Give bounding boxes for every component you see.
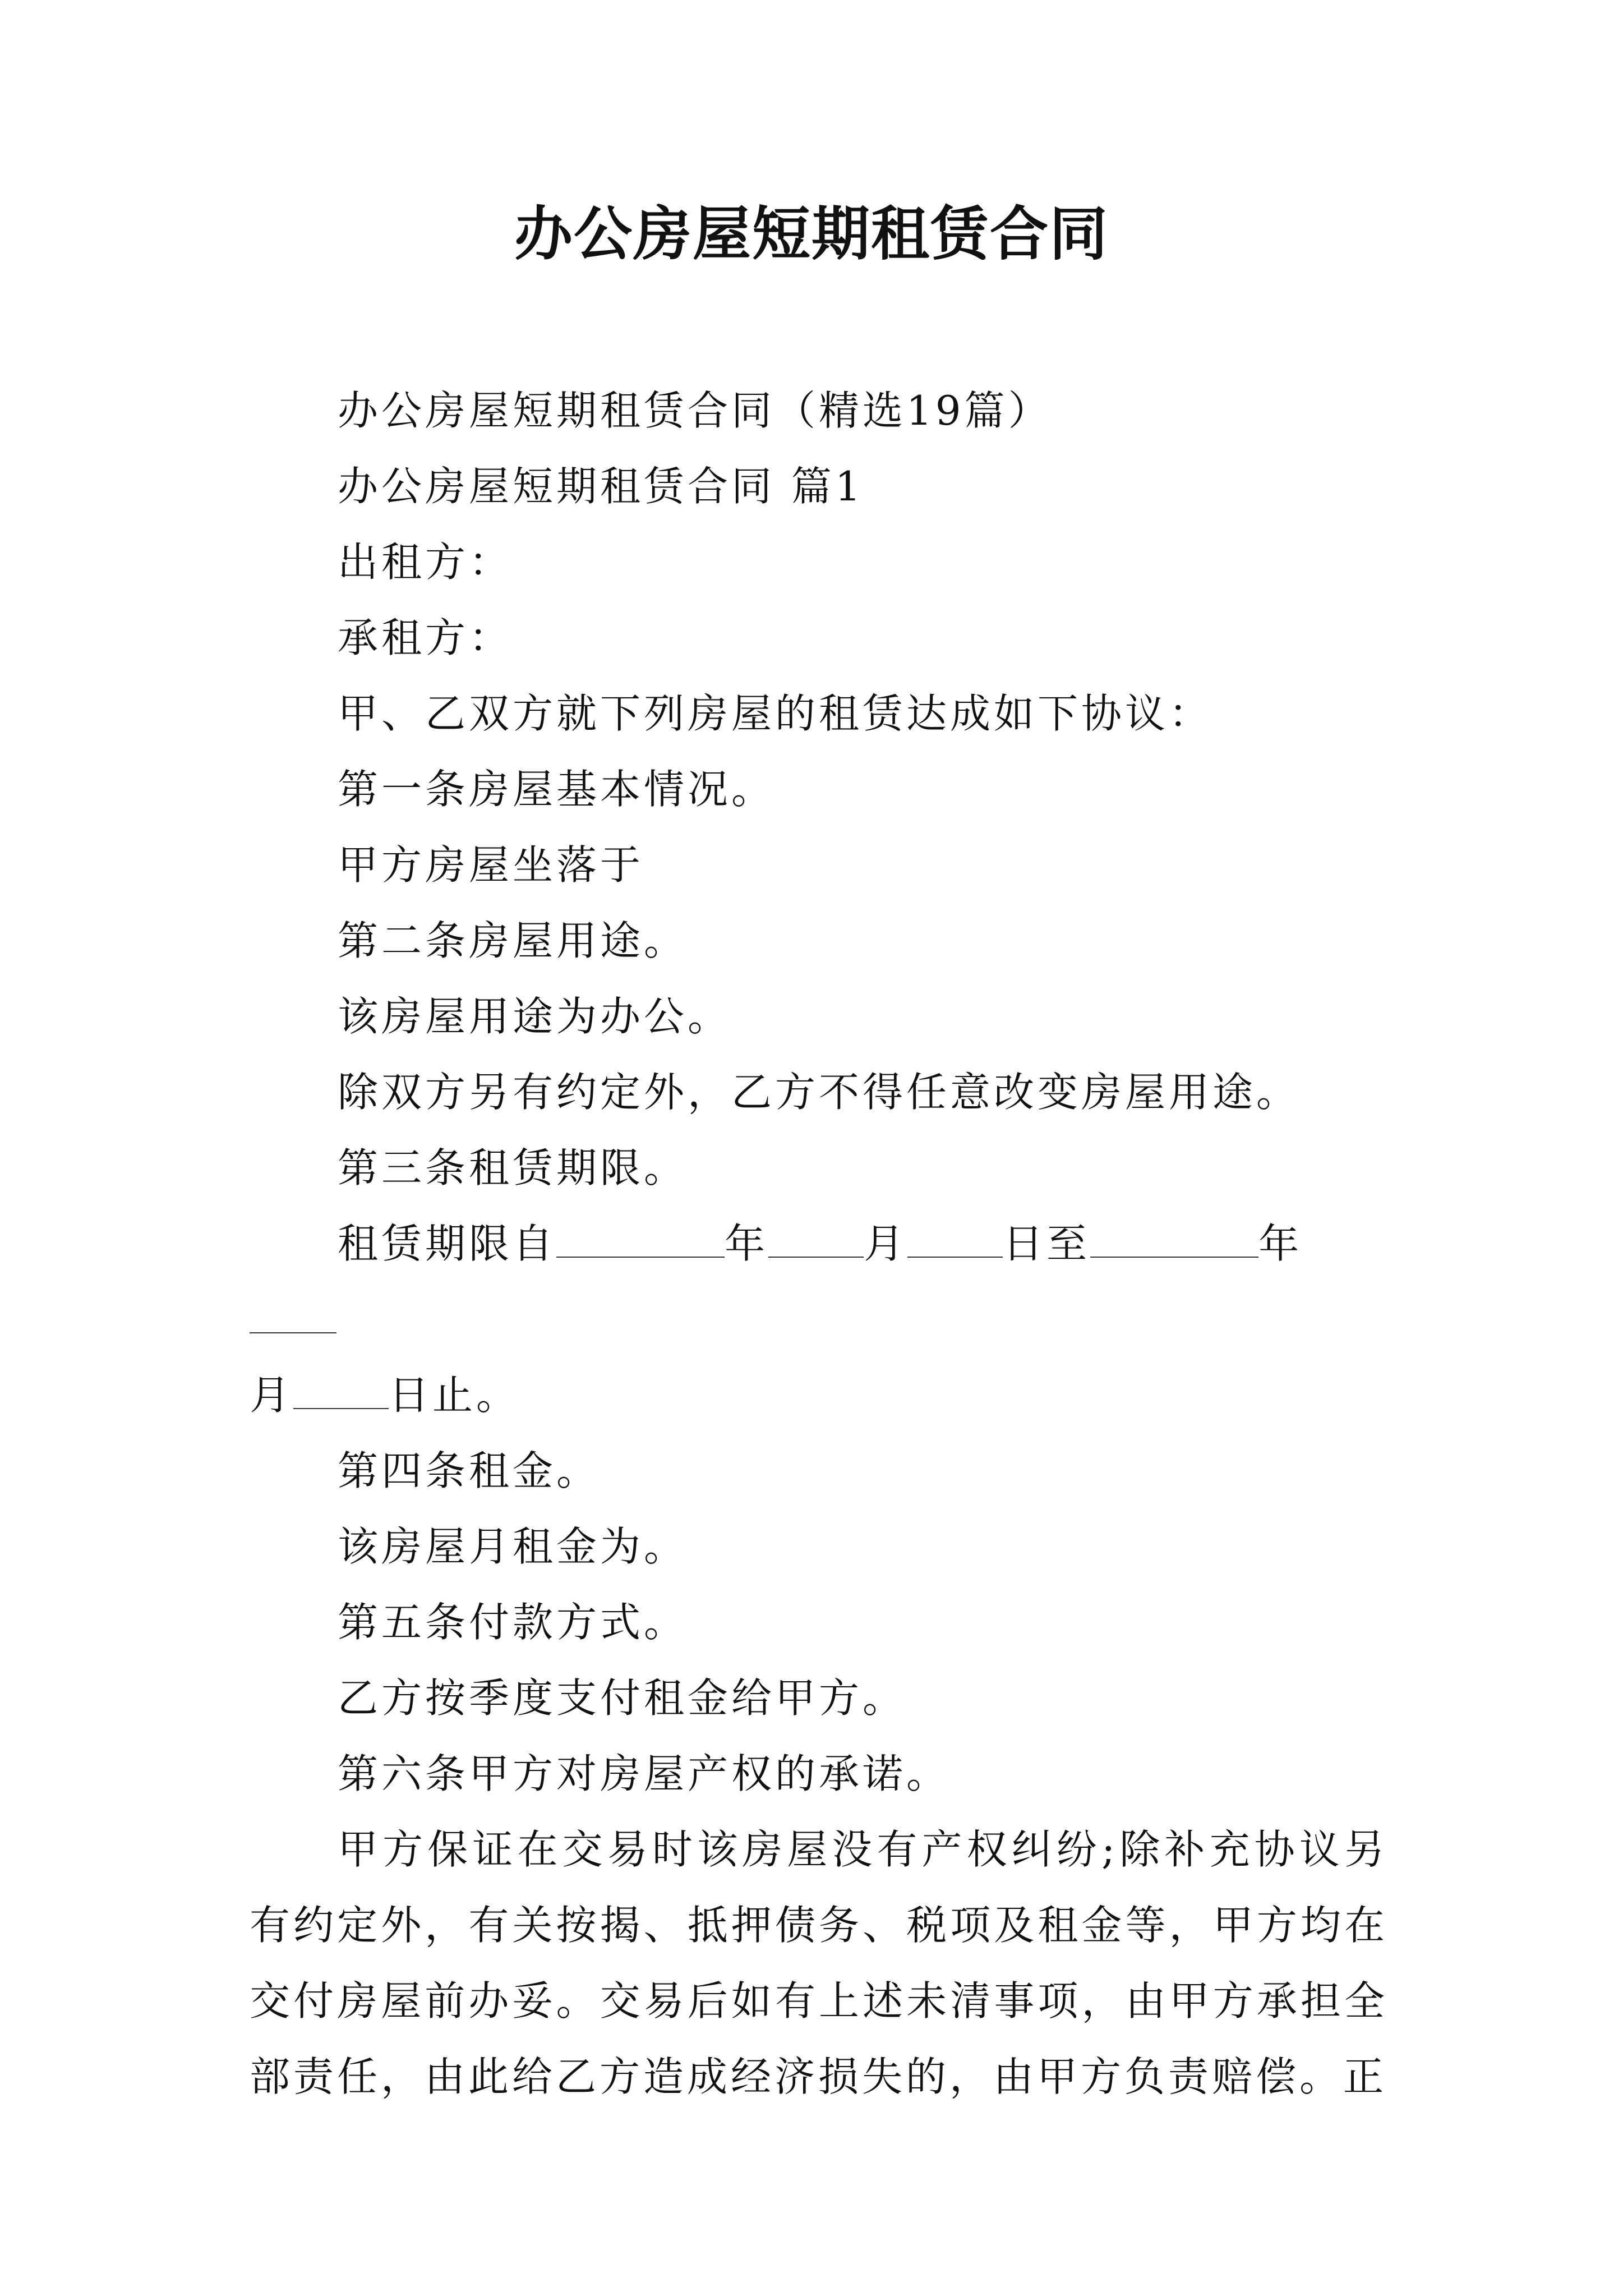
- paragraph-article-4: 第四条租金。: [338, 1447, 601, 1494]
- paragraph-article-3: 第三条租赁期限。: [338, 1144, 688, 1191]
- lease-term-month-1: 月: [864, 1220, 908, 1267]
- lease-term-end: 日止。: [389, 1372, 520, 1419]
- lease-term-month-2: 月: [250, 1372, 294, 1419]
- paragraph-article-2: 第二条房屋用途。: [338, 917, 688, 964]
- document-body: [250, 373, 1388, 2115]
- document-title: 办公房屋短期租赁合同: [514, 199, 1109, 268]
- paragraph-location: 甲方房屋坐落于: [338, 841, 644, 889]
- lease-term-year-1: 年: [725, 1220, 769, 1267]
- lease-term-day-to: 日至: [1003, 1220, 1091, 1267]
- paragraph-usage-restriction: 除双方另有约定外，乙方不得任意改变房屋用途。: [338, 1069, 1301, 1116]
- paragraph-lease-term: [250, 1206, 1388, 1433]
- paragraph-agreement-intro: 甲、乙双方就下列房屋的租赁达成如下协议：: [338, 690, 1213, 737]
- paragraph-payment: 乙方按季度支付租金给甲方。: [338, 1674, 907, 1722]
- blank-end-day: [293, 1372, 389, 1409]
- paragraph-rent: 该房屋月租金为。: [338, 1523, 688, 1570]
- blank-end-year: [1090, 1220, 1258, 1258]
- paragraph-article-1: 第一条房屋基本情况。: [338, 766, 776, 813]
- blank-start-year: [556, 1220, 725, 1258]
- paragraph-subtitle: 办公房屋短期租赁合同（精选19篇）: [338, 387, 1052, 434]
- blank-start-day: [907, 1220, 1003, 1258]
- paragraph-section-heading: 办公房屋短期租赁合同 篇1: [338, 463, 864, 510]
- paragraph-lessor: 出租方：: [338, 539, 513, 586]
- paragraph-article-6: 第六条甲方对房屋产权的承诺。: [338, 1750, 951, 1797]
- blank-start-month: [768, 1220, 864, 1258]
- paragraph-ownership-guarantee: 甲方保证在交易时该房屋没有产权纠纷;除补充协议另有约定外，有关按揭、抵押债务、税项及租金等，甲方均在交付房屋前办妥。交易后如有上述未清事项，由甲方承担全部责任，由此给乙方造成经济损失的，由甲方负责赔偿。正: [250, 1826, 1388, 2100]
- paragraph-usage: 该房屋用途为办公。: [338, 993, 732, 1040]
- lease-term-year-2: 年: [1258, 1220, 1303, 1267]
- blank-end-month-tail: [250, 1296, 336, 1333]
- paragraph-lessee: 承租方：: [338, 614, 513, 661]
- lease-term-prefix: 租赁期限自: [338, 1220, 557, 1267]
- paragraph-article-5: 第五条付款方式。: [338, 1599, 688, 1646]
- lease-term-line-2: [162, 1358, 520, 1433]
